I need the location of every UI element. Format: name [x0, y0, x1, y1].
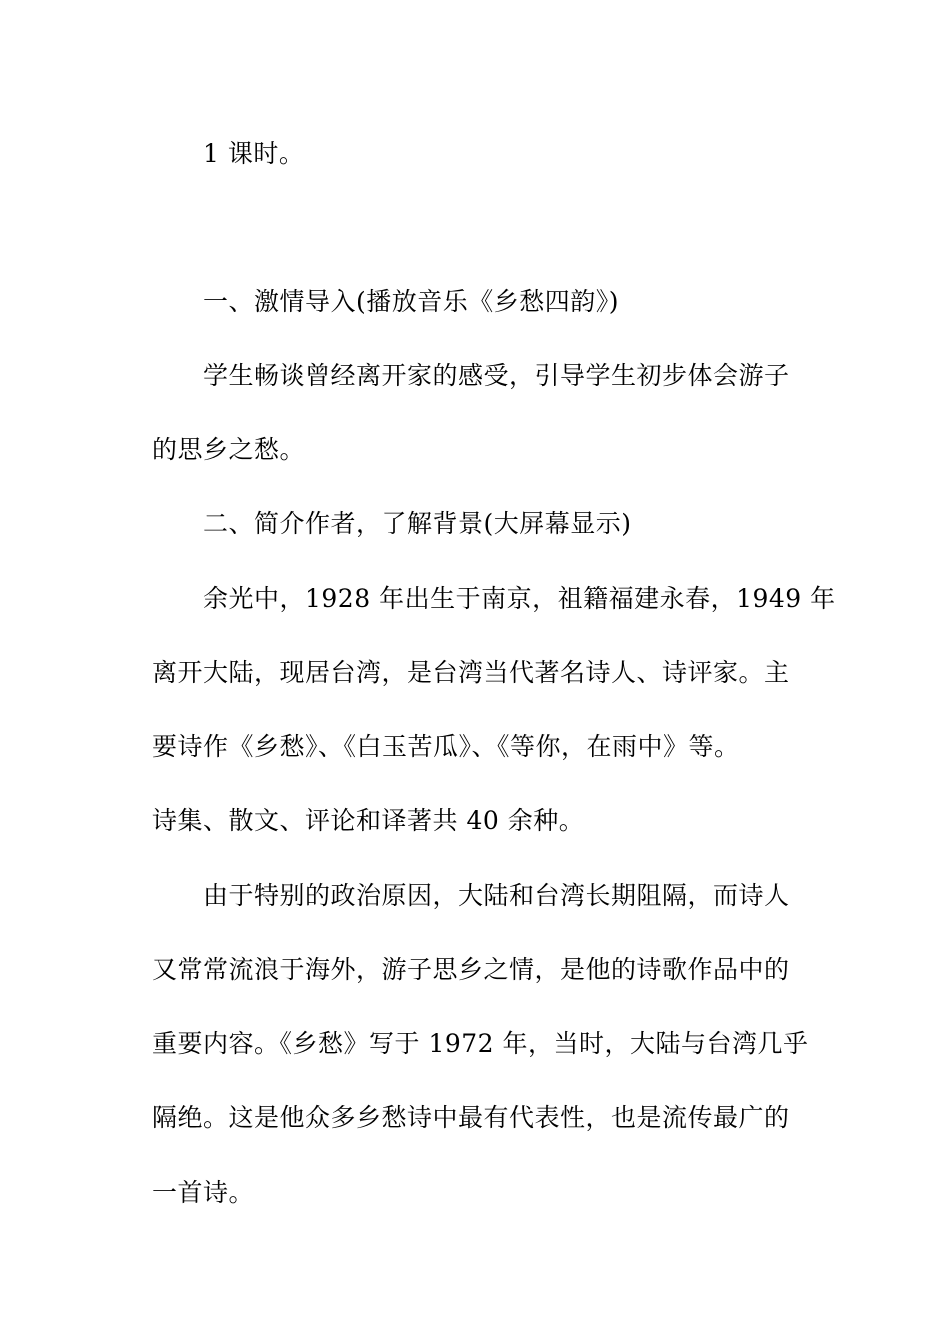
- section-heading-intro: 一、激情导入(播放音乐《乡愁四韵》): [203, 287, 620, 316]
- paragraph-line: 离开大陆，现居台湾，是台湾当代著名诗人、诗评家。主: [152, 658, 790, 687]
- paragraph-line: 学生畅谈曾经离开家的感受，引导学生初步体会游子: [203, 361, 790, 390]
- paragraph-line: 余光中，1928 年出生于南京，祖籍福建永春，1949 年: [203, 584, 836, 613]
- paragraph-line: 隔绝。这是他众多乡愁诗中最有代表性，也是流传最广的: [152, 1103, 790, 1132]
- section-heading-author: 二、简介作者，了解背景(大屏幕显示): [203, 509, 632, 538]
- paragraph-line: 重要内容。《乡愁》写于 1972 年，当时，大陆与台湾几乎: [152, 1029, 809, 1058]
- text-line-class-hours: 1 课时。: [203, 139, 305, 168]
- paragraph-line: 的思乡之愁。: [152, 435, 306, 464]
- paragraph-line: 一首诗。: [152, 1178, 255, 1207]
- paragraph-line: 由于特别的政治原因，大陆和台湾长期阻隔，而诗人: [203, 881, 790, 910]
- paragraph-line: 要诗作《乡愁》、《白玉苦瓜》、《等你，在雨中》等。: [152, 732, 740, 761]
- paragraph-line: 又常常流浪于海外，游子思乡之情，是他的诗歌作品中的: [152, 955, 790, 984]
- paragraph-line: 诗集、散文、评论和译著共 40 余种。: [152, 806, 585, 835]
